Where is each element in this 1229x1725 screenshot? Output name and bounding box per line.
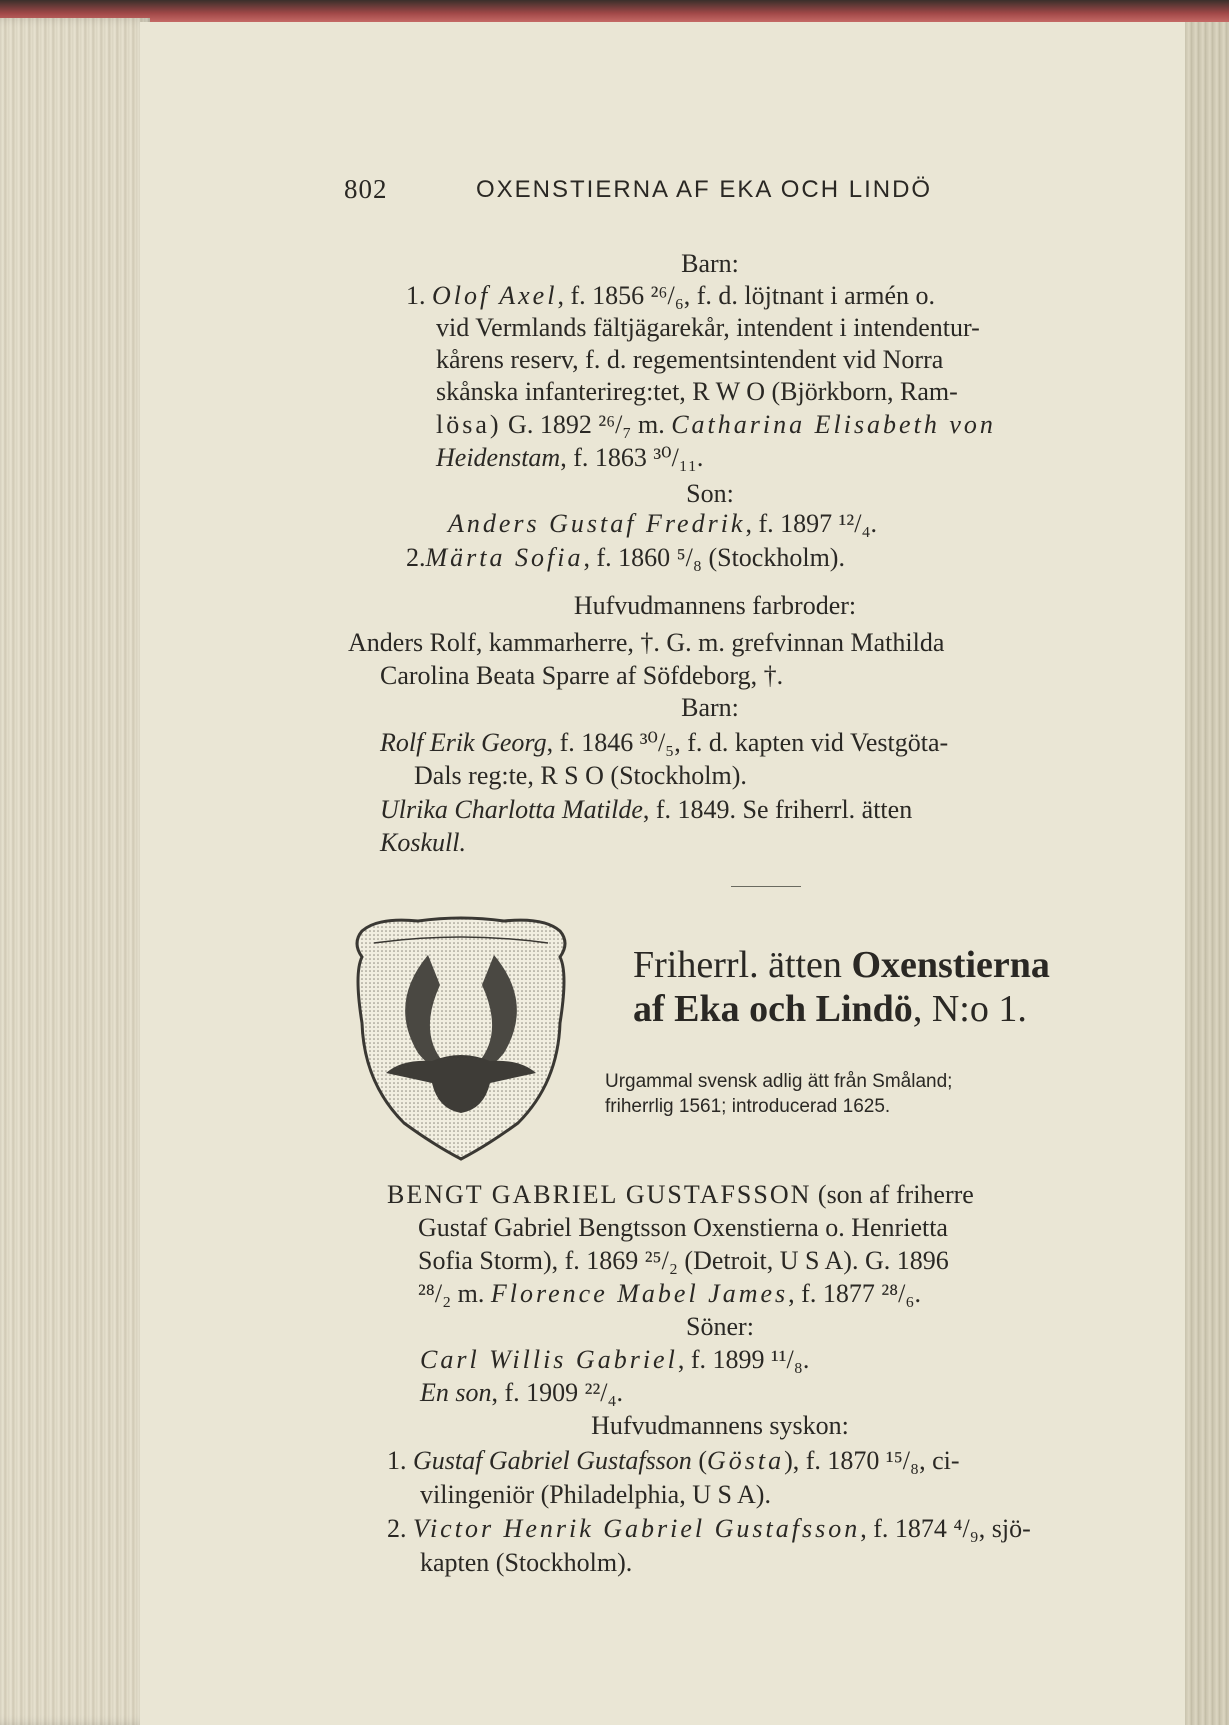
page-number: 802 — [344, 174, 388, 204]
son-heading: Son: — [686, 479, 734, 508]
child-1-line-3: kårens reserv, f. d. regementsintendent vid Norra — [436, 345, 944, 374]
child-2-line-1: 2.Märta Sofia, f. 1860 ⁵/₈ (Stockholm). — [406, 543, 845, 572]
child-1-line-2: vid Vermlands fältjägarekår, intendent i intendentur- — [436, 313, 980, 342]
farbroder-heading: Hufvudmannens farbroder: — [573, 591, 857, 620]
page-stack-left — [0, 18, 150, 1725]
son-1: Carl Willis Gabriel, f. 1899 ¹¹/₈. — [420, 1345, 810, 1374]
head-entry-line-1: BENGT GABRIEL GUSTAFSSON (son af friherre — [387, 1180, 974, 1209]
book-top-edge — [0, 0, 1229, 22]
son-entry: Anders Gustaf Fredrik, f. 1897 ¹²/₄. — [448, 509, 878, 538]
arms-title: Friherrl. ätten Oxenstierna af Eka och Lindö, N:o 1. — [633, 944, 1050, 1030]
soner-heading: Söner: — [686, 1312, 754, 1341]
son-2: En son, f. 1909 ²²/₄. — [420, 1378, 624, 1407]
cousin-2-line-1: Ulrika Charlotta Matilde, f. 1849. Se friherrl. ätten — [380, 795, 913, 824]
child-1-line-1: 1. Olof Axel, f. 1856 ²⁶/₆, f. d. löjtnant i armén o. — [406, 281, 936, 310]
sibling-1-line-2: vilingeniör (Philadelphia, U S A). — [420, 1480, 771, 1509]
child-1-line-6: Heidenstam, f. 1863 ³⁰/₁₁. — [436, 443, 704, 472]
child-1-line-4: skånska infanterireg:tet, R W O (Björkborn, Ram- — [436, 377, 958, 406]
head-entry-line-4: ²⁸/₂ m. Florence Mabel James, f. 1877 ²⁸/₆. — [418, 1279, 921, 1308]
child-1-line-5: lösa) G. 1892 ²⁶/₇ m. Catharina Elisabeth von — [436, 410, 996, 439]
barn-heading-2: Barn: — [681, 693, 739, 722]
farbroder-line-1: Anders Rolf, kammarherre, †. G. m. grefvinnan Mathilda — [348, 628, 945, 657]
farbroder-line-2: Carolina Beata Sparre af Söfdeborg, †. — [380, 661, 784, 690]
cousin-1-line-2: Dals reg:te, R S O (Stockholm). — [414, 761, 747, 790]
coat-of-arms-shield — [348, 913, 574, 1163]
cousin-1-line-1: Rolf Erik Georg, f. 1846 ³⁰/₅, f. d. kapten vid Vestgöta- — [380, 728, 949, 757]
page-stack-right — [1185, 22, 1229, 1725]
head-entry-line-2: Gustaf Gabriel Bengtsson Oxenstierna o. Henrietta — [418, 1213, 948, 1242]
sibling-1-line-1: 1. Gustaf Gabriel Gustafsson (Gösta), f. 1870 ¹⁵/₈, ci- — [387, 1446, 960, 1475]
section-divider — [731, 886, 801, 887]
head-entry-line-3: Sofia Storm), f. 1869 ²⁵/₂ (Detroit, U S A). G. 1896 — [418, 1246, 949, 1275]
sibling-2-line-1: 2. Victor Henrik Gabriel Gustafsson, f. 1874 ⁴/₉, sjö- — [387, 1514, 1031, 1543]
running-title: OXENSTIERNA AF EKA OCH LINDÖ — [476, 176, 933, 203]
syskon-heading: Hufvudmannens syskon: — [591, 1411, 849, 1440]
sibling-2-line-2: kapten (Stockholm). — [420, 1548, 633, 1577]
arms-subtitle: Urgammal svensk adlig ätt från Småland; friherrlig 1561; introducerad 1625. — [605, 1071, 953, 1117]
cousin-2-line-2: Koskull. — [380, 828, 466, 857]
barn-heading-1: Barn: — [681, 249, 739, 278]
